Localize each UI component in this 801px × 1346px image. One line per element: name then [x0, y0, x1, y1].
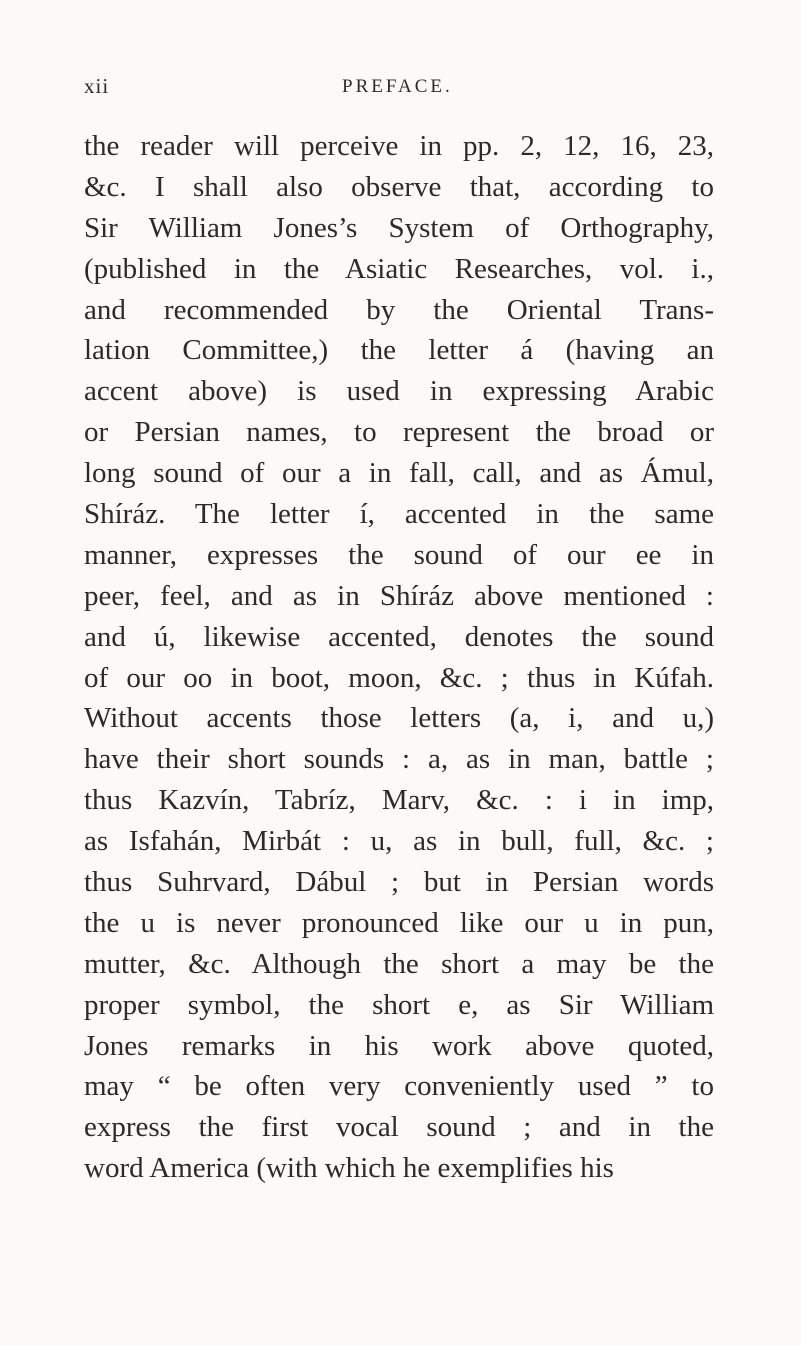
text-line: have their short sounds : a, as in man, battle ; — [84, 743, 714, 776]
text-line: proper symbol, the short e, as Sir William — [84, 988, 714, 1021]
page-number: xii — [84, 74, 110, 98]
text-line: of our oo in boot, moon, &c. ; thus in Kúfah. — [84, 661, 714, 694]
text-line: Sir William Jones’s System of Orthography, — [84, 211, 714, 244]
text-line: and ú, likewise accented, denotes the sound — [84, 620, 714, 653]
text-line: manner, expresses the sound of our ee in — [84, 538, 714, 571]
running-head — [84, 74, 724, 104]
text-line: Jones remarks in his work above quoted, — [84, 1029, 714, 1062]
text-line: peer, feel, and as in Shíráz above mentioned : — [84, 579, 714, 612]
text-line: Shíráz. The letter í, accented in the same — [84, 498, 714, 531]
text-line: thus Suhrvard, Dábul ; but in Persian words — [84, 866, 714, 899]
text-line: long sound of our a in fall, call, and as Ámul, — [84, 457, 714, 490]
text-line: express the first vocal sound ; and in the — [84, 1111, 714, 1144]
running-title: PREFACE. — [342, 76, 453, 97]
text-line: may “ be often very conveniently used ” to — [84, 1070, 714, 1103]
text-line: accent above) is used in expressing Arabic — [84, 375, 714, 408]
text-line: word America (with which he exemplifies his — [84, 1152, 614, 1185]
text-line: Without accents those letters (a, i, and u,) — [84, 702, 714, 735]
text-line: or Persian names, to represent the broad or — [84, 416, 714, 449]
text-line: lation Committee,) the letter á (having an — [84, 334, 714, 367]
text-line: mutter, &c. Although the short a may be the — [84, 947, 714, 980]
text-line: and recommended by the Oriental Trans- — [84, 293, 714, 326]
text-line: the reader will perceive in pp. 2, 12, 16, 23, — [84, 130, 714, 162]
text-line: as Isfahán, Mirbát : u, as in bull, full, &c. ; — [84, 825, 714, 858]
text-line: thus Kazvín, Tabríz, Marv, &c. : i in imp, — [84, 784, 714, 817]
body-paragraph — [84, 126, 714, 1189]
text-line: (published in the Asiatic Researches, vol. i., — [84, 252, 714, 285]
text-line: &c. I shall also observe that, according to — [84, 170, 714, 203]
text-line: the u is never pronounced like our u in pun, — [84, 906, 714, 939]
